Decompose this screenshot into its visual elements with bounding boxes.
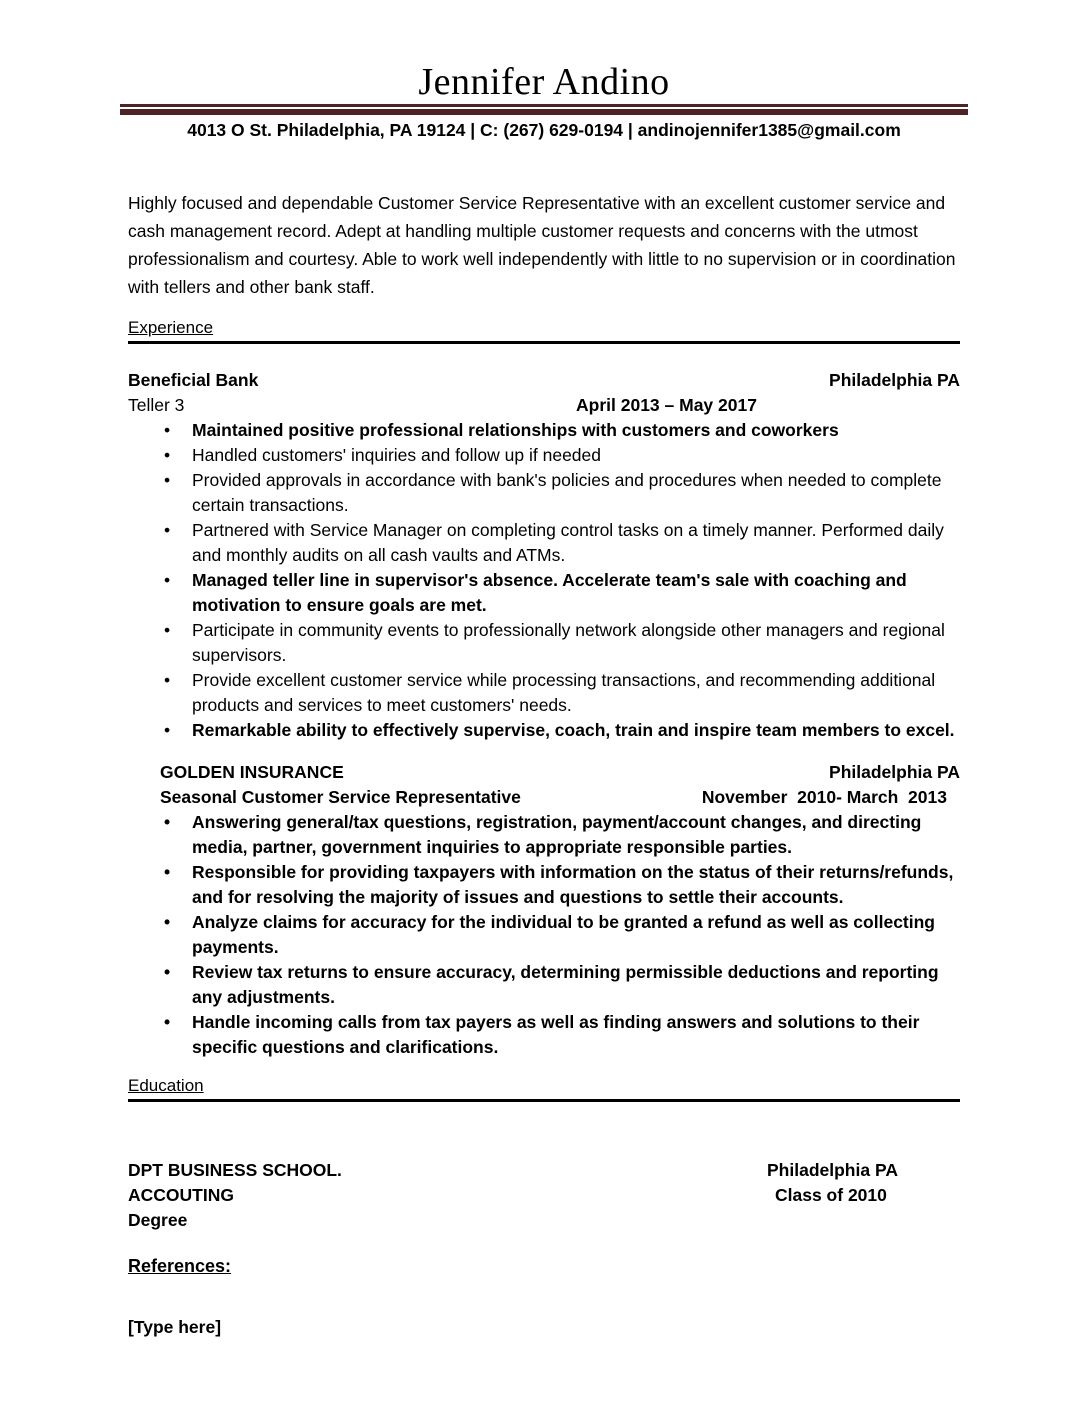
bullet-text: Remarkable ability to effectively supervise, coach, train and inspire team members to excel.: [192, 720, 955, 740]
bullet-text: Provided approvals in accordance with bank's policies and procedures when needed to complete certain transactions.: [192, 470, 942, 515]
summary-paragraph: Highly focused and dependable Customer Service Representative with an excellent customer service and cash management record. Adept at handling multiple customer requests and concerns with the utmost professionalism and courtesy. Able to work well independently with little to no supervision or in coordination with tellers and other bank staff.: [128, 193, 956, 297]
job-title-row: [128, 393, 960, 418]
bullet-text: Participate in community events to professionally network alongside other managers and regional supervisors.: [192, 620, 945, 665]
education-section-header: [128, 1075, 960, 1102]
bullet-item: [192, 568, 960, 618]
empty-cell: [767, 1208, 960, 1233]
education-row: [128, 1208, 960, 1233]
experience-section-label: Experience: [128, 318, 214, 337]
bullet-item: [192, 960, 960, 1010]
bullet-text: Maintained positive professional relationships with customers and coworkers: [192, 420, 839, 440]
bullet-item: [192, 1010, 960, 1060]
school-name: DPT BUSINESS SCHOOL.: [128, 1160, 342, 1180]
bullet-text: Review tax returns to ensure accuracy, determining permissible deductions and reporting any adjustments.: [192, 962, 939, 1007]
bullet-text: Responsible for providing taxpayers with information on the status of their returns/refunds, and for resolving the majority of issues and questions to settle their accounts.: [192, 862, 954, 907]
page-title: Jennifer Andino: [418, 61, 670, 103]
job-title: Seasonal Customer Service Representative: [160, 787, 521, 807]
references-label: References:: [128, 1256, 232, 1276]
bullet-text: Handled customers' inquiries and follow up if needed: [192, 445, 602, 465]
education-row: [128, 1183, 960, 1208]
bullet-text: Managed teller line in supervisor's absence. Accelerate team's sale with coaching and motivation to ensure goals are met.: [192, 570, 907, 615]
job-bullet-list: [128, 418, 960, 743]
company-name: Beneficial Bank: [128, 370, 259, 390]
company-name: GOLDEN INSURANCE: [160, 762, 344, 782]
job-dates: April 2013 – May 2017: [576, 395, 757, 415]
bullet-text: Handle incoming calls from tax payers as well as finding answers and solutions to their specific questions and clarifications.: [192, 1012, 920, 1057]
experience-section-header: [128, 317, 960, 344]
job-header-row: [128, 368, 960, 393]
job-dates: November 2010- March 2013: [701, 787, 947, 807]
bullet-item: [192, 910, 960, 960]
header-rule-thick: [120, 109, 968, 115]
bullet-item: [192, 418, 960, 443]
job-golden-insurance: [128, 760, 960, 1060]
bullet-item: [192, 468, 960, 518]
job-bullet-list: [128, 810, 960, 1060]
company-location: Philadelphia PA: [829, 370, 960, 390]
school-location: Philadelphia PA: [767, 1160, 898, 1180]
bullet-text: Answering general/tax questions, registration, payment/account changes, and directing media, partner, government inquiries to appropriate responsible parties.: [192, 812, 922, 857]
bullet-item: [192, 518, 960, 568]
bullet-item: [192, 718, 960, 743]
job-beneficial-bank: [128, 368, 960, 743]
education-major: ACCOUTING: [128, 1185, 234, 1205]
bullet-text: Analyze claims for accuracy for the individual to be granted a refund as well as collecting payments.: [192, 912, 935, 957]
bullet-item: [192, 810, 960, 860]
education-degree: Degree: [128, 1210, 188, 1230]
references-section: [128, 1255, 960, 1277]
education-block: [128, 1158, 960, 1233]
bullet-text: Partnered with Service Manager on completing control tasks on a timely manner. Performed daily and monthly audits on all cash vaults and ATMs.: [192, 520, 944, 565]
contact-line: 4013 O St. Philadelphia, PA 19124 | C: (267) 629-0194 | andinojennifer1385@gmail.com: [187, 120, 901, 140]
bullet-item: [192, 443, 960, 468]
job-header-row: [128, 760, 960, 785]
education-row: [128, 1158, 960, 1183]
bullet-item: [192, 668, 960, 718]
bullet-item: [192, 860, 960, 910]
bullet-item: [192, 618, 960, 668]
company-location: Philadelphia PA: [829, 762, 960, 782]
type-here-placeholder: [Type here]: [128, 1317, 222, 1337]
education-section-label: Education: [128, 1076, 204, 1095]
education-class-year: Class of 2010: [775, 1185, 887, 1205]
job-title: Teller 3: [128, 395, 185, 415]
job-title-row: [128, 785, 960, 810]
bullet-text: Provide excellent customer service while processing transactions, and recommending additional products and services to meet customers' needs.: [192, 670, 936, 715]
